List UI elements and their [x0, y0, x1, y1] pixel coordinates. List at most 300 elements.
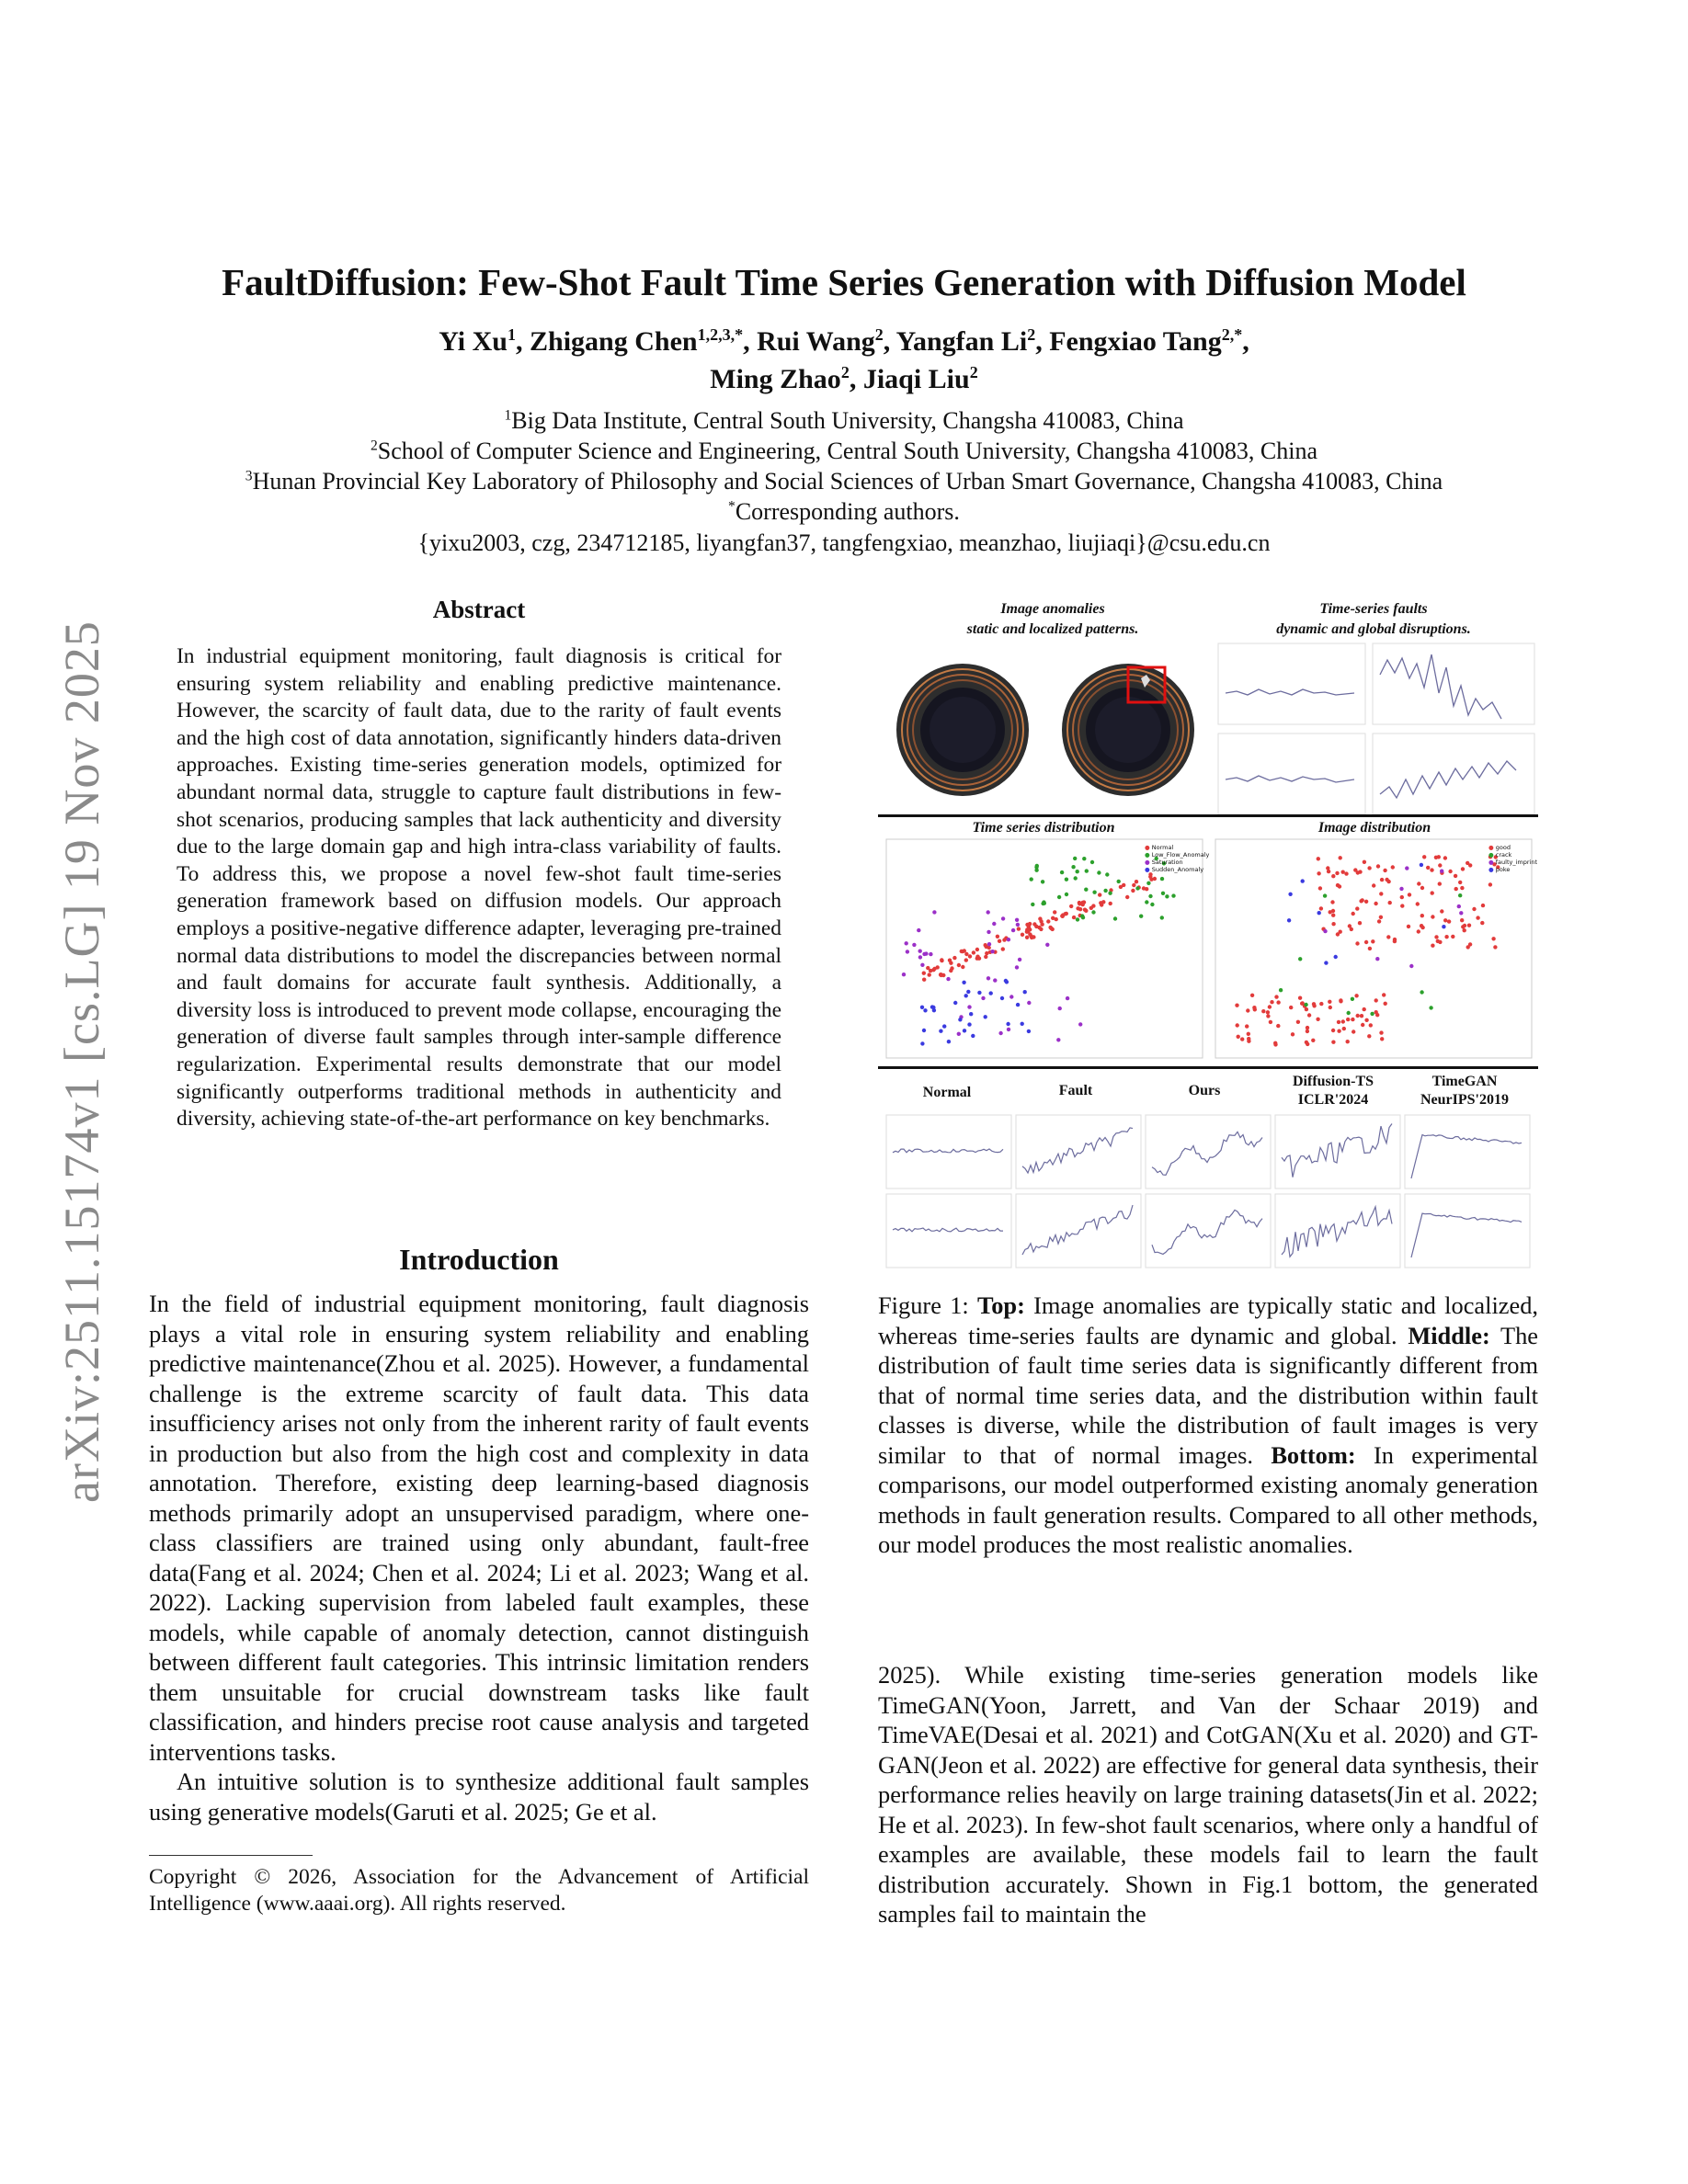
scatter-point-fault — [1007, 1028, 1010, 1031]
scatter-point-fault — [939, 1029, 942, 1033]
scatter-point-anomaly — [1288, 893, 1292, 896]
scatter-point-fault — [1139, 915, 1143, 918]
scatter-point-good — [1463, 928, 1466, 932]
scatter-point-good — [1235, 1004, 1238, 1007]
scatter-point-good — [1353, 868, 1357, 871]
scatter-point-good — [1363, 860, 1366, 864]
scatter-point-good — [1417, 882, 1420, 885]
scatter-point-good — [1388, 901, 1392, 904]
scatter-point-good — [1326, 866, 1329, 870]
scatter-point-good — [1329, 1006, 1332, 1009]
scatter-point-good — [1438, 863, 1442, 867]
scatter-point-fault — [920, 963, 924, 967]
fig-divider-2 — [878, 1066, 1538, 1069]
scatter-point-good — [1443, 918, 1447, 922]
scatter-point-good — [1364, 1018, 1368, 1022]
scatter-point-anomaly — [1457, 904, 1461, 908]
scatter-point-good — [1316, 1018, 1319, 1021]
scatter-point-fault — [989, 991, 993, 995]
scatter-point-normal — [1039, 927, 1043, 931]
scatter-point-fault — [905, 941, 908, 945]
scatter-point-fault — [1108, 892, 1112, 895]
affiliation-3: $^3$Hunan Provincial Key Laboratory of Philosophy and Social Sciences of Urban Smart Governance, Changsha 410083, China — [245, 468, 1443, 495]
scatter-point-good — [1351, 1018, 1354, 1021]
scatter-point-normal — [1082, 900, 1086, 904]
scatter-point-fault — [1034, 869, 1038, 872]
normal-bottle-icon — [896, 664, 1029, 796]
scatter-point-normal — [972, 950, 975, 954]
scatter-point-good — [1266, 1010, 1270, 1014]
scatter-point-good — [1360, 1014, 1363, 1018]
scatter-point-good — [1266, 1014, 1270, 1018]
scatter-point-normal — [996, 935, 999, 938]
scatter-point-anomaly — [1458, 893, 1462, 897]
scatter-point-good — [1361, 1023, 1364, 1027]
scatter-point-good — [1237, 1035, 1240, 1039]
scatter-point-normal — [1021, 933, 1024, 937]
col-label-timegan: TimeGAN — [1431, 1074, 1498, 1089]
emails[interactable]: {yixu2003, czg, 234712185, liyangfan37, tangfengxiao, meanzhao, liujiaqi}@csu.edu.cn — [417, 529, 1271, 556]
scatter-point-fault — [929, 952, 932, 956]
scatter-point-fault — [1016, 1003, 1020, 1007]
scatter-point-fault — [1076, 870, 1079, 873]
scatter-point-fault — [1007, 938, 1010, 941]
col-label-diffusion-ts: Diffusion-TS — [1292, 1074, 1374, 1089]
footnote-rule — [149, 1855, 313, 1856]
scatter-point-anomaly — [1351, 997, 1354, 1001]
scatter-point-normal — [964, 952, 968, 956]
scatter-point-normal — [1072, 916, 1076, 919]
author: Fengxiao Tang — [1049, 326, 1222, 357]
scatter-point-good — [1319, 1002, 1323, 1006]
scatter-point-fault — [920, 1006, 924, 1009]
scatter-point-good — [1382, 993, 1386, 996]
scatter-point-fault — [1000, 996, 1004, 1000]
scatter-point-good — [1247, 1040, 1250, 1043]
scatter-point-normal — [1132, 883, 1135, 887]
scatter-point-fault — [1171, 893, 1175, 897]
scatter-point-good — [1273, 1042, 1277, 1046]
author: Jiaqi Liu — [862, 364, 970, 394]
scatter-point-good — [1386, 880, 1390, 883]
ts-distribution-title: Time series distribution — [972, 820, 1115, 836]
scatter-point-fault — [998, 1031, 1002, 1035]
comparison-panel — [1146, 1194, 1271, 1268]
scatter-point-fault — [906, 950, 909, 953]
fig-label-ts-faults-sub: dynamic and global disruptions. — [1276, 621, 1471, 637]
scatter-point-normal — [975, 955, 979, 959]
scatter-point-good — [1328, 1000, 1331, 1004]
scatter-point-anomaly — [1409, 964, 1413, 968]
scatter-point-fault — [920, 1041, 924, 1045]
scatter-point-good — [1369, 1023, 1373, 1027]
scatter-point-good — [1380, 878, 1384, 882]
scatter-point-good — [1240, 1037, 1244, 1041]
comparison-panel — [1275, 1115, 1400, 1189]
scatter-point-fault — [946, 977, 950, 981]
scatter-point-good — [1346, 1018, 1350, 1021]
scatter-point-fault — [987, 930, 990, 934]
comparison-panel — [1405, 1115, 1530, 1189]
scatter-point-fault — [1084, 888, 1088, 892]
scatter-point-good — [1306, 1026, 1309, 1029]
scatter-point-good — [1451, 935, 1454, 938]
author: Ming Zhao — [710, 364, 841, 394]
scatter-point-anomaly — [1440, 870, 1443, 873]
scatter-point-normal — [1046, 919, 1050, 923]
col-label-diffusion-ts-venue: ICLR'2024 — [1297, 1092, 1369, 1108]
scatter-point-good — [1339, 856, 1342, 859]
scatter-point-good — [1420, 914, 1424, 917]
scatter-point-fault — [987, 910, 990, 914]
scatter-point-good — [1408, 893, 1411, 896]
scatter-point-normal — [985, 951, 988, 955]
scatter-point-good — [1261, 1009, 1265, 1013]
scatter-point-normal — [1100, 903, 1103, 906]
scatter-point-normal — [1025, 927, 1029, 931]
scatter-point-fault — [1092, 891, 1096, 894]
scatter-point-normal — [1017, 927, 1021, 930]
paper-title: FaultDiffusion: Few-Shot Fault Time Series Generation with Diffusion Model — [222, 261, 1466, 303]
scatter-point-good — [1335, 871, 1339, 875]
scatter-point-anomaly — [1370, 1012, 1374, 1016]
scatter-point-normal — [1001, 947, 1005, 950]
scatter-point-normal — [1084, 909, 1088, 913]
bottle-images — [887, 654, 1218, 802]
scatter-point-normal — [1135, 880, 1138, 883]
scatter-point-anomaly — [1301, 879, 1305, 882]
scatter-point-fault — [1056, 1038, 1060, 1041]
scatter-point-good — [1437, 855, 1441, 859]
scatter-point-good — [1336, 883, 1340, 887]
scatter-point-good — [1344, 871, 1348, 875]
scatter-point-fault — [1090, 860, 1094, 864]
scatter-point-normal — [998, 939, 1001, 943]
scatter-point-fault — [1065, 878, 1068, 882]
scatter-point-fault — [1073, 857, 1077, 860]
scatter-point-fault — [966, 990, 970, 994]
scatter-point-fault — [1042, 900, 1045, 904]
scatter-point-good — [1480, 921, 1484, 925]
intro-paragraph-1: In the field of industrial equipment monitoring, fault diagnosis plays a vital role in ensuring system reliability and enabling predictive maintenance(Zhou et al. 2025). However, a fundamental challenge is the extreme scarcity of fault data. This data insufficiency arises not only from the inherent rarity of fault events in production but also from the high cost and complexity in data annotation. Therefore, existing deep learning-based diagnosis methods primarily adopt an unsupervised paradigm, where one-class classifiers are trained using only abundant, fault-free data(Fang et al. 2024; Chen et al. 2024; Li et al. 2023; Wang et al. 2022). Lacking supervision from labeled fault examples, these models, while capable of anomaly detection, cannot distinguish between different fault categories. This intrinsic limitation renders them unsuitable for crucial downstream tasks like fault classification, and hinders precise root cause analysis and targeted interventions tasks. — [149, 1290, 809, 1766]
col-label-fault: Fault — [1058, 1083, 1093, 1098]
scatter-point-good — [1420, 886, 1424, 890]
col-label-ours: Ours — [1188, 1083, 1221, 1098]
scatter-point-anomaly — [1334, 955, 1338, 959]
scatter-point-good — [1331, 922, 1335, 926]
right-column-text: 2025). While existing time-series generation models like TimeGAN(Yoon, Jarrett, and Van der Schaar 2019) and TimeVAE(Desai et al. 2021) and CotGAN(Xu et al. 2020) and GT-GAN(Jeon et al. 2022) are effective for general data synthesis, their performance relies heavily on large training datasets(Jin et al. 2022; He et al. 2023). In few-shot fault scenarios, where only a handful of examples are available, these models fail to learn the fault distribution accurately. Shown in Fig.1 bottom, the generated samples fail to maintain the — [878, 1661, 1538, 1928]
scatter-point-fault — [1117, 880, 1121, 883]
scatter-point-good — [1306, 1042, 1309, 1046]
scatter-point-good — [1274, 995, 1278, 998]
scatter-point-normal — [1034, 925, 1038, 928]
scatter-point-good — [1318, 886, 1322, 890]
scatter-point-normal — [1078, 902, 1081, 905]
scatter-point-fault — [1150, 903, 1154, 906]
scatter-point-good — [1276, 1000, 1280, 1004]
scatter-point-fault — [1135, 886, 1139, 890]
scatter-point-normal — [1002, 938, 1006, 941]
scatter-point-fault — [1074, 876, 1078, 880]
scatter-point-good — [1358, 921, 1362, 925]
scatter-point-anomaly — [1298, 957, 1302, 961]
author-line-2: Ming Zhao$^2$, Jiaqi Liu$^2$ — [710, 363, 978, 394]
scatter-point-good — [1377, 919, 1381, 923]
scatter-point-fault — [1146, 882, 1150, 885]
scatter-point-good — [1430, 868, 1433, 871]
scatter-point-fault — [1023, 990, 1027, 994]
scatter-point-normal — [1038, 916, 1042, 920]
scatter-point-normal — [1125, 895, 1129, 899]
scatter-point-good — [1247, 1032, 1250, 1036]
scatter-point-normal — [964, 958, 968, 961]
scatter-point-good — [1330, 900, 1334, 904]
scatter-point-fault — [962, 981, 965, 984]
scatter-point-fault — [957, 1032, 961, 1036]
scatter-point-normal — [1032, 935, 1035, 938]
scatter-point-good — [1438, 882, 1442, 885]
scatter-point-good — [1296, 1020, 1300, 1024]
scatter-point-fault — [1027, 1001, 1031, 1005]
scatter-point-fault — [1060, 870, 1064, 874]
scatter-point-fault — [990, 950, 994, 953]
scatter-point-fault — [1001, 916, 1005, 920]
scatter-point-good — [1236, 1023, 1239, 1027]
scatter-point-good — [1454, 874, 1457, 878]
abstract-heading: Abstract — [432, 596, 526, 623]
scatter-point-good — [1352, 1029, 1355, 1033]
scatter-point-fault — [1165, 894, 1169, 898]
scatter-point-fault — [932, 910, 936, 914]
scatter-point-good — [1307, 1013, 1311, 1017]
scatter-point-good — [1268, 1005, 1272, 1008]
scatter-point-good — [1358, 870, 1362, 873]
scatter-point-good — [1444, 935, 1448, 938]
scatter-point-fault — [917, 928, 920, 932]
scatter-point-fault — [1160, 916, 1164, 919]
scatter-point-fault — [1076, 917, 1079, 921]
scatter-point-normal — [1025, 936, 1029, 939]
scatter-point-fault — [969, 1012, 973, 1016]
scatter-point-anomaly — [1429, 1006, 1432, 1009]
scatter-point-good — [1422, 855, 1426, 859]
scatter-point-normal — [1091, 904, 1095, 907]
scatter-point-fault — [1066, 996, 1069, 1000]
scatter-point-good — [1339, 998, 1342, 1002]
scatter-point-normal — [1053, 910, 1056, 914]
scatter-point-fault — [1065, 893, 1068, 896]
scatter-point-good — [1393, 939, 1397, 943]
scatter-point-normal — [1119, 885, 1123, 889]
scatter-point-fault — [967, 1005, 971, 1008]
scatter-point-good — [1331, 1041, 1335, 1044]
arxiv-stamp: arXiv:2511.15174v1 [cs.LG] 19 Nov 2025 — [54, 620, 109, 1503]
scatter-point-good — [1331, 874, 1335, 878]
scatter-point-fault — [1058, 1007, 1062, 1010]
scatter-point-good — [1331, 914, 1335, 917]
scatter-point-fault — [1057, 895, 1061, 899]
scatter-point-normal — [952, 956, 956, 960]
scatter-point-fault — [1103, 889, 1107, 893]
scatter-point-good — [1426, 866, 1430, 870]
scatter-point-fault — [923, 1008, 927, 1012]
scatter-point-normal — [1098, 893, 1101, 896]
scatter-point-normal — [949, 961, 952, 965]
scatter-point-good — [1337, 1029, 1340, 1033]
scatter-point-good — [1374, 998, 1378, 1002]
scatter-point-fault — [942, 1024, 946, 1028]
scatter-point-fault — [1018, 958, 1021, 961]
scatter-point-fault — [922, 952, 926, 956]
scatter-point-good — [1317, 857, 1320, 860]
scatter-point-good — [1407, 925, 1410, 928]
scatter-point-fault — [1082, 857, 1086, 860]
scatter-point-normal — [1076, 906, 1079, 910]
scatter-point-anomaly — [1304, 1003, 1307, 1007]
scatter-point-fault — [902, 973, 906, 976]
scatter-point-good — [1400, 895, 1404, 899]
scatter-point-good — [1355, 941, 1359, 945]
scatter-point-normal — [984, 955, 987, 959]
scatter-point-fault — [918, 950, 922, 953]
scatter-point-good — [1367, 866, 1371, 870]
copyright-notice: Copyright © 2026, Association for the Advancement of Artificial Intelligence (www.aaai.org). All rights reserved. — [149, 1865, 809, 1916]
scatter-point-fault — [987, 942, 991, 946]
scatter-point-good — [1363, 1007, 1366, 1011]
scatter-point-good — [1341, 870, 1345, 874]
scatter-point-good — [1371, 939, 1374, 943]
comparison-panel — [1405, 1194, 1530, 1268]
scatter-point-normal — [1051, 927, 1055, 931]
scatter-point-good — [1364, 940, 1368, 944]
scatter-point-good — [1438, 940, 1442, 944]
scatter-point-good — [1379, 1030, 1383, 1034]
scatter-point-good — [1458, 881, 1462, 884]
comparison-panel — [1275, 1194, 1400, 1268]
scatter-point-good — [1355, 906, 1359, 910]
col-label-timegan-venue: NeurIPS'2019 — [1420, 1092, 1509, 1108]
scatter-point-fault — [967, 1022, 971, 1026]
author: Zhigang Chen — [530, 326, 698, 357]
anomaly-bottle-icon — [1062, 664, 1194, 796]
scatter-point-fault — [1041, 880, 1044, 883]
scatter-point-anomaly — [1420, 990, 1423, 994]
scatter-point-normal — [928, 973, 931, 976]
scatter-point-good — [1348, 924, 1352, 927]
scatter-point-good — [1298, 996, 1302, 1000]
scatter-point-normal — [932, 967, 936, 971]
scatter-point-anomaly — [1287, 918, 1291, 922]
scatter-point-fault — [1071, 865, 1075, 869]
author: Yangfan Li — [895, 326, 1028, 357]
scatter-point-normal — [961, 965, 964, 969]
scatter-point-good — [1440, 909, 1443, 913]
scatter-point-good — [1374, 902, 1377, 905]
scatter-point-normal — [1149, 878, 1153, 882]
scatter-point-good — [1364, 900, 1368, 904]
scatter-point-fault — [1015, 918, 1019, 922]
scatter-point-good — [1339, 930, 1342, 934]
scatter-point-good — [1346, 1040, 1350, 1043]
img-scatter-plot — [1215, 838, 1533, 1059]
scatter-point-anomaly — [1405, 866, 1409, 870]
ts-legend: ● Normal ● Low_Flow_Anomaly ● Saturation ● Sudden_Anomaly — [1145, 844, 1210, 873]
scatter-point-good — [1431, 944, 1434, 948]
scatter-point-good — [1252, 1006, 1256, 1009]
scatter-point-good — [1379, 916, 1383, 919]
scatter-point-fault — [1016, 923, 1020, 927]
scatter-point-fault — [981, 996, 985, 1000]
scatter-point-good — [1461, 867, 1465, 870]
scatter-point-good — [1331, 1029, 1335, 1032]
scatter-point-good — [1368, 947, 1372, 950]
scatter-point-good — [1359, 899, 1363, 903]
scatter-point-normal — [940, 959, 943, 962]
scatter-point-fault — [1097, 870, 1101, 874]
scatter-point-good — [1376, 864, 1380, 868]
scatter-point-normal — [975, 948, 979, 951]
scatter-point-good — [1476, 916, 1479, 919]
scatter-point-fault — [1148, 894, 1152, 898]
comparison-panel — [1016, 1115, 1141, 1189]
scatter-point-anomaly — [1375, 957, 1379, 961]
scatter-point-good — [1391, 865, 1395, 869]
scatter-point-fault — [1009, 995, 1013, 998]
scatter-point-fault — [912, 943, 916, 947]
scatter-point-anomaly — [1323, 893, 1327, 897]
scatter-point-good — [1472, 907, 1476, 911]
scatter-point-good — [1311, 1039, 1315, 1042]
figure-1 — [878, 588, 1538, 1268]
affiliation-2: $^2$School of Computer Science and Engineering, Central South University, Changsha 410083, China — [370, 438, 1318, 464]
scatter-point-fault — [1145, 900, 1148, 904]
scatter-point-normal — [939, 973, 942, 976]
scatter-point-normal — [957, 963, 961, 967]
scatter-point-normal — [968, 954, 972, 958]
scatter-point-fault — [918, 955, 922, 959]
scatter-point-anomaly — [1420, 863, 1423, 867]
scatter-point-fault — [1011, 928, 1015, 932]
scatter-point-good — [1417, 929, 1420, 933]
scatter-point-good — [1352, 912, 1355, 916]
scatter-point-fault — [1015, 965, 1019, 969]
scatter-point-fault — [958, 1018, 962, 1021]
scatter-point-good — [1488, 882, 1492, 886]
scatter-point-good — [1383, 869, 1386, 872]
scatter-point-good — [1269, 1020, 1272, 1024]
scatter-point-anomaly — [1324, 961, 1328, 964]
scatter-point-good — [1493, 945, 1497, 949]
author: Rui Wang — [757, 326, 875, 357]
scatter-point-good — [1356, 1014, 1360, 1018]
scatter-point-fault — [1005, 980, 1009, 984]
scatter-point-good — [1468, 942, 1472, 946]
img-distribution-title: Image distribution — [1317, 820, 1431, 836]
scatter-point-normal — [929, 969, 932, 973]
scatter-point-good — [1400, 904, 1404, 907]
author-line-1: Yi Xu$^1$, Zhigang Chen$^{1,2,3,*}$, Rui Wang$^2$, Yangfan Li$^2$, Fengxiao Tang$^{2,*}$, — [439, 325, 1249, 357]
fig-label-image-anomalies-sub: static and localized patterns. — [966, 621, 1139, 637]
scatter-point-good — [1289, 1006, 1293, 1009]
scatter-point-good — [1372, 883, 1375, 887]
scatter-point-fault — [993, 978, 997, 982]
scatter-point-good — [1460, 918, 1464, 922]
scatter-point-anomaly — [1442, 925, 1445, 928]
scatter-point-good — [1306, 1029, 1309, 1033]
scatter-point-anomaly — [1317, 911, 1321, 915]
scatter-point-good — [1386, 935, 1390, 938]
scatter-point-fault — [1113, 916, 1117, 920]
